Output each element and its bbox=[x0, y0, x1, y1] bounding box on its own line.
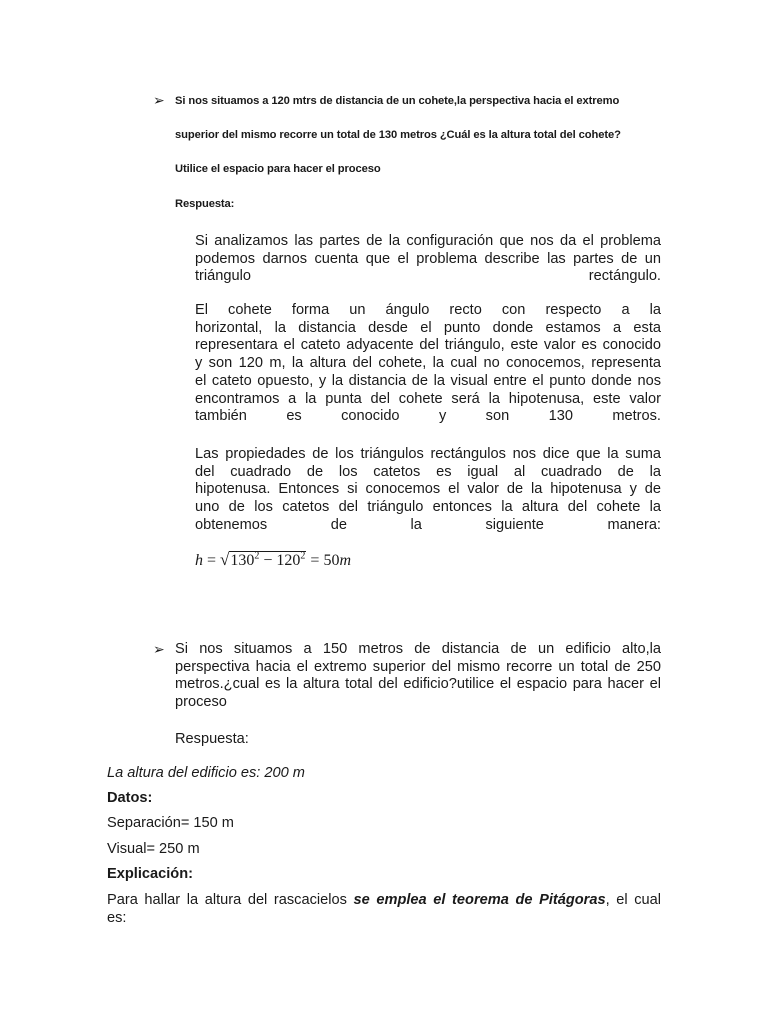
sqrt-expression bbox=[220, 550, 306, 570]
expl-post: , el cual bbox=[605, 892, 662, 908]
formula-lhs: h bbox=[195, 552, 203, 569]
question2-answer-label: Respuesta: bbox=[175, 731, 249, 747]
formula-unit: m bbox=[339, 552, 351, 569]
p3-line: uno de los catetos del triángulo entonces la altura del cohete la bbox=[195, 499, 661, 516]
answer1-paragraph1 bbox=[195, 233, 661, 286]
p2-line: representara el cateto adyacente del triángulo, este valor es conocido bbox=[195, 337, 661, 354]
p1-line: triángulo rectángulo. bbox=[195, 268, 661, 285]
p2-line: y son 120 m, la altura del cohete, la cual no conocemos, representa bbox=[195, 355, 661, 372]
p2-line: el cateto opuesto, y la distancia de la visual entre el punto donde nos bbox=[195, 372, 661, 389]
pythagoras-formula bbox=[195, 550, 351, 570]
question1-line2: superior del mismo recorre un total de 130 metros ¿Cuál es la altura total del cohete? bbox=[175, 129, 621, 141]
formula-a: 130 bbox=[230, 552, 255, 569]
question1-line1: Si nos situamos a 120 mtrs de distancia de un cohete,la perspectiva hacia el extremo bbox=[175, 95, 620, 107]
explicacion-label: Explicación: bbox=[107, 866, 193, 882]
expl-pre: Para hallar la altura del rascacielos bbox=[107, 892, 354, 908]
explicacion-line1 bbox=[107, 892, 661, 910]
datos-label: Datos: bbox=[107, 790, 153, 806]
formula-exp: 2 bbox=[300, 550, 306, 562]
p3-line: Las propiedades de los triángulos rectángulos nos dice que la suma bbox=[195, 446, 661, 462]
answer1-paragraph3 bbox=[195, 446, 661, 535]
expl-bold: se emplea el teorema de Pitágoras bbox=[353, 892, 606, 908]
question2-line: metros.¿cual es la altura total del edificio?utilice el espacio para hacer el bbox=[175, 676, 661, 693]
question1-instruction: Utilice el espacio para hacer el proceso bbox=[175, 163, 381, 175]
question2-text bbox=[175, 641, 661, 711]
p1-line: podemos darnos cuenta que el problema describe las partes de un bbox=[195, 250, 661, 267]
question2-line: proceso bbox=[175, 693, 227, 710]
formula-minus: − bbox=[263, 552, 273, 569]
visual-value: Visual= 250 m bbox=[107, 841, 200, 857]
formula-exp: 2 bbox=[254, 550, 260, 562]
answer2-result: La altura del edificio es: 200 m bbox=[107, 765, 305, 781]
formula-b: 120 bbox=[276, 552, 301, 569]
p2-line: horizontal, la distancia desde el punto donde estamos a esta bbox=[195, 319, 661, 336]
formula-equals: = bbox=[310, 552, 320, 569]
p2-line: El cohete forma un ángulo recto con respecto a la bbox=[195, 302, 661, 318]
explicacion-text bbox=[107, 892, 661, 927]
answer1-paragraph2 bbox=[195, 302, 661, 426]
p3-line: del cuadrado de los catetos es igual al cuadrado de la bbox=[195, 463, 661, 480]
formula-result: 50 bbox=[323, 552, 340, 569]
p2-line: encontramos a la punta del cohete será la hipotenusa, este valor bbox=[195, 390, 661, 407]
question1-answer-label: Respuesta: bbox=[175, 198, 235, 210]
p3-line: hipotenusa. Entonces si conocemos el valor de la hipotenusa y de bbox=[195, 481, 661, 498]
separacion-value: Separación= 150 m bbox=[107, 815, 234, 831]
explicacion-line2: es: bbox=[107, 909, 127, 926]
bullet-icon: ➢ bbox=[153, 641, 165, 657]
p2-line: también es conocido y son 130 metros. bbox=[195, 408, 661, 425]
question2-line: Si nos situamos a 150 metros de distancia de un edificio alto,la bbox=[175, 641, 661, 657]
p3-line: obtenemos de la siguiente manera: bbox=[195, 516, 661, 533]
p1-line: Si analizamos las partes de la configuración que nos da el problema bbox=[195, 233, 661, 249]
bullet-icon: ➢ bbox=[153, 92, 165, 108]
radical-icon: √ bbox=[220, 550, 230, 569]
formula-equals: = bbox=[207, 552, 217, 569]
question2-line: perspectiva hacia el extremo superior del mismo recorre un total de 250 bbox=[175, 658, 661, 675]
